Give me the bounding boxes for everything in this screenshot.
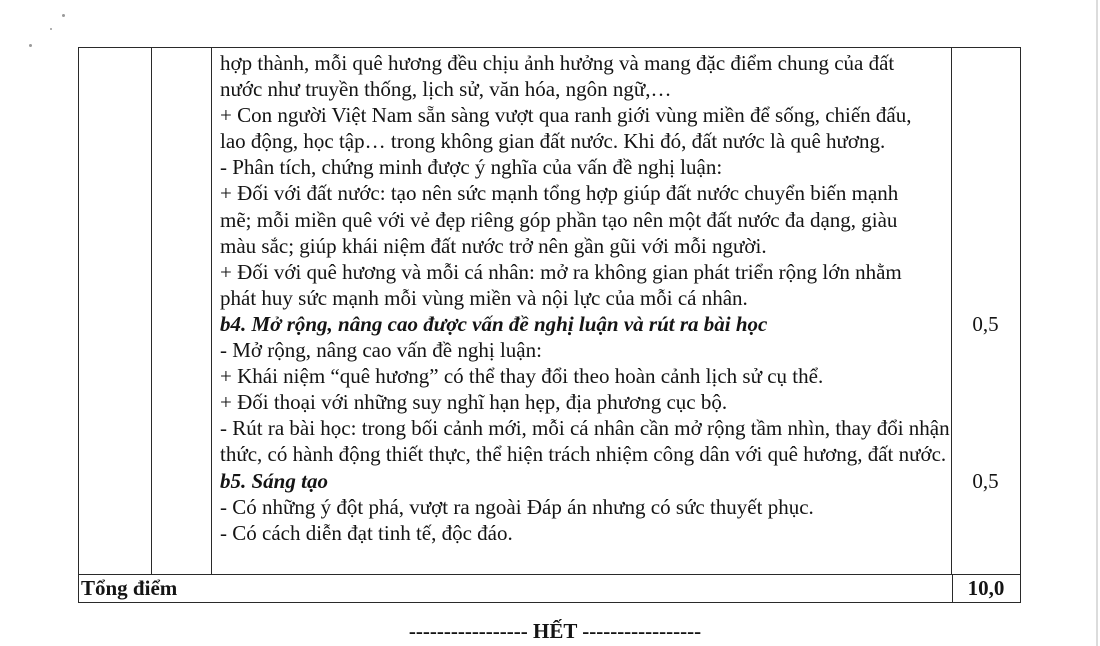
content-line: - Mở rộng, nâng cao vấn đề nghị luận: [220, 338, 542, 363]
content-line: + Đối với quê hương và mỗi cá nhân: mở ra không gian phát triển rộng lớn nhằm [220, 259, 902, 284]
table-row-content [79, 48, 1020, 575]
content-line: + Đối với đất nước: tạo nên sức mạnh tổng hợp giúp đất nước chuyển biến mạnh [220, 181, 899, 206]
table-cell-part [152, 48, 212, 574]
content-line: phát huy sức mạnh mỗi vùng miền và nội lực của mỗi cá nhân. [220, 285, 748, 310]
content-line: thức, có hành động thiết thực, thể hiện trách nhiệm công dân với quê hương, đất nước. [220, 442, 947, 467]
answer-content [220, 50, 950, 546]
content-line: - Phân tích, chứng minh được ý nghĩa của vấn đề nghị luận: [220, 155, 723, 180]
scan-speck [50, 28, 52, 30]
content-line: nước như truyền thống, lịch sử, văn hóa, ngôn ngữ,… [220, 77, 672, 102]
content-line: - Có những ý đột phá, vượt ra ngoài Đáp án nhưng có sức thuyết phục. [220, 494, 814, 519]
answer-key-table [78, 47, 1021, 603]
score-b5: 0,5 [972, 469, 999, 493]
content-line: hợp thành, mỗi quê hương đều chịu ảnh hưởng và mang đặc điểm chung của đất [220, 51, 895, 75]
scan-page-edge [1096, 0, 1098, 646]
content-line: lao động, học tập… trong không gian đất nước. Khi đó, đất nước là quê hương. [220, 129, 886, 154]
section-heading-b4: b4. Mở rộng, nâng cao được vấn đề nghị luận và rút ra bài học [220, 311, 768, 336]
total-label: Tổng điểm [81, 576, 178, 600]
table-cell-content [212, 48, 952, 574]
table-cell-question [79, 48, 152, 574]
score-b4: 0,5 [972, 312, 999, 336]
scan-speck [62, 14, 65, 17]
content-line: - Rút ra bài học: trong bối cảnh mới, mỗi cá nhân cần mở rộng tầm nhìn, thay đổi nhận [220, 416, 950, 441]
content-line: mẽ; mỗi miền quê với vẻ đẹp riêng góp phần tạo nên một đất nước đa dạng, giàu [220, 207, 898, 232]
table-cell-score [952, 48, 1019, 574]
end-marker: ----------------- HẾT ----------------- [408, 619, 702, 643]
content-line: - Có cách diễn đạt tinh tế, độc đáo. [220, 520, 513, 545]
content-line: màu sắc; giúp khái niệm đất nước trở nên gần gũi với mỗi người. [220, 233, 767, 258]
content-line: + Con người Việt Nam sẵn sàng vượt qua ranh giới vùng miền để sống, chiến đấu, [220, 103, 912, 128]
content-line: + Khái niệm “quê hương” có thể thay đổi theo hoàn cảnh lịch sử cụ thể. [220, 364, 824, 389]
total-score: 10,0 [952, 575, 1019, 602]
table-row-total [79, 575, 1020, 602]
scan-speck [29, 44, 32, 47]
content-line: + Đối thoại với những suy nghĩ hạn hẹp, địa phương cục bộ. [220, 390, 728, 415]
section-heading-b5: b5. Sáng tạo [220, 468, 328, 493]
